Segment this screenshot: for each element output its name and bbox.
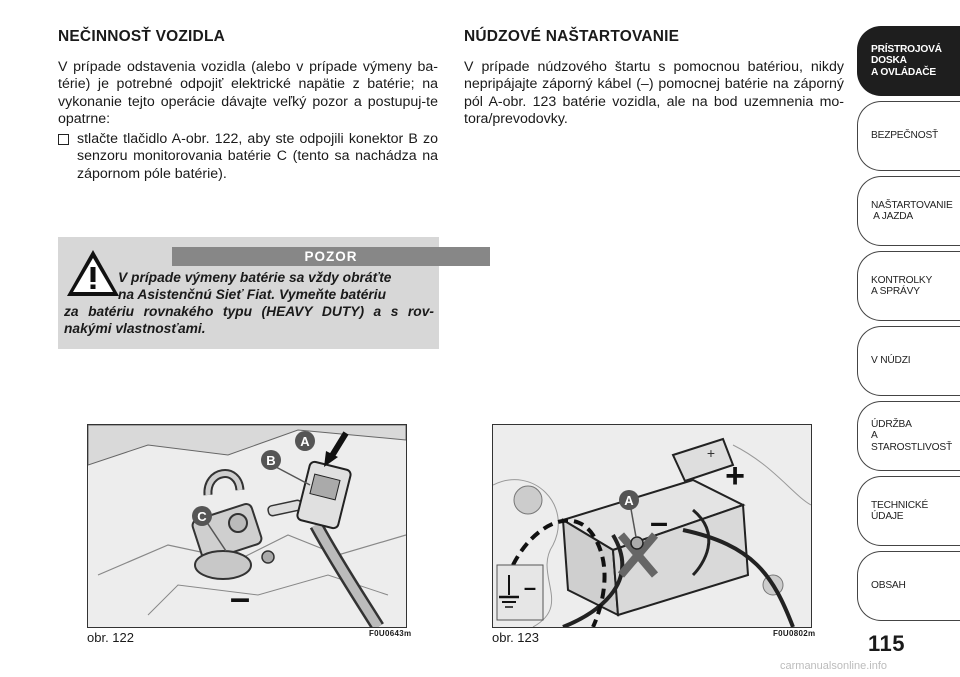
tab-udrzba[interactable]: [857, 401, 960, 471]
svg-text:A: A: [300, 434, 310, 449]
tab-label-line: V NÚDZI: [871, 355, 911, 367]
warning-line-1: V prípade výmeny batérie sa vždy obráťte: [118, 270, 392, 285]
tab-label-line: KONTROLKY: [871, 274, 933, 286]
battery-connector-illustration: [88, 425, 406, 627]
tab-label-line: A STAROSTLIVOSŤ: [871, 430, 952, 453]
figure-123-caption: obr. 123: [492, 630, 539, 645]
tab-label-line: BEZPEČNOSŤ: [871, 130, 939, 142]
tab-label-line: DOSKA: [871, 55, 907, 67]
tab-label-line: ÚDRŽBA: [871, 418, 912, 430]
figure-122-caption: obr. 122: [87, 630, 134, 645]
left-column: [58, 22, 438, 183]
tab-nastartovanie[interactable]: [857, 176, 960, 246]
tab-label-line: PRÍSTROJOVÁ: [871, 43, 942, 55]
ground-minus-label: –: [523, 575, 537, 600]
tab-label-line: A OVLÁDAČE: [871, 66, 936, 78]
right-column: [464, 22, 844, 129]
section-title-emergency-start: NÚDZOVÉ NAŠTARTOVANIE: [464, 28, 680, 45]
bullet-text: stlačte tlačidlo A-obr. 122, aby ste odpojili konektor B zo senzoru monitorovania batérie C (tento sa nachádza na zápornom póle batérie).: [77, 130, 438, 182]
tab-technicke-udaje[interactable]: [857, 476, 960, 546]
inactivity-bullet: [58, 131, 438, 184]
svg-text:A: A: [624, 493, 634, 508]
label-a-marker: [295, 431, 315, 451]
inactivity-paragraph: V prípade odstavenia vozidla (alebo v prípade výmeny ba-térie) je potrebné odpojiť elektrické napätie z batérie; na vykonanie tejto operácie dávajte veľký pozor a postupuj-te opatrne:: [58, 58, 438, 127]
tab-v-nudzi[interactable]: [857, 326, 960, 396]
tab-label-line: OBSAH: [871, 580, 906, 592]
figure-122: [87, 424, 407, 628]
jump-start-illustration: [493, 425, 811, 627]
warning-line-3: za batériu rovnakého typu (HEAVY DUTY) a s rov-nakými vlastnosťami.: [64, 304, 434, 336]
tab-bezpecnost[interactable]: [857, 101, 960, 171]
plus-pole-label: +: [725, 457, 745, 495]
warning-box: [58, 237, 439, 349]
tab-obsah[interactable]: [857, 551, 960, 621]
svg-text:B: B: [266, 453, 276, 468]
emergency-start-paragraph: V prípade núdzového štartu s pomocnou batériou, nikdy nepripájajte záporný kábel (–) pomocnej batérie na záporný pól A-obr. 123 batérie vozidla, ale na bod uzemnenia mo-tora/prevodovky.: [464, 58, 844, 127]
figure-123-code: F0U0802m: [773, 629, 816, 638]
warning-heading: POZOR: [172, 247, 490, 266]
bullet-box-icon: [58, 134, 69, 145]
figure-123: [492, 424, 812, 628]
section-title-inactivity: NEČINNOSŤ VOZIDLA: [58, 28, 226, 45]
figure-122-code: F0U0643m: [369, 629, 412, 638]
svg-text:+: +: [706, 445, 716, 461]
tab-label-line: A SPRÁVY: [871, 286, 920, 297]
watermark: carmanualsonline.info: [780, 660, 888, 672]
tab-label-line: A JAZDA: [871, 211, 913, 222]
tab-label-line: NAŠTARTOVANIE: [871, 199, 953, 211]
warning-line-2: na Asistenčnú Sieť Fiat. Vymeňte batériu: [118, 287, 387, 302]
tab-kontrolky[interactable]: [857, 251, 960, 321]
tab-pristrojova-doska[interactable]: [857, 26, 960, 96]
tab-label-line: TECHNICKÉ ÚDAJE: [871, 499, 929, 522]
svg-text:C: C: [197, 509, 207, 524]
page-number: 115: [868, 631, 905, 656]
minus-pole-label: –: [650, 504, 668, 540]
warning-text: [64, 269, 434, 337]
minus-pole-label: –: [229, 577, 251, 618]
